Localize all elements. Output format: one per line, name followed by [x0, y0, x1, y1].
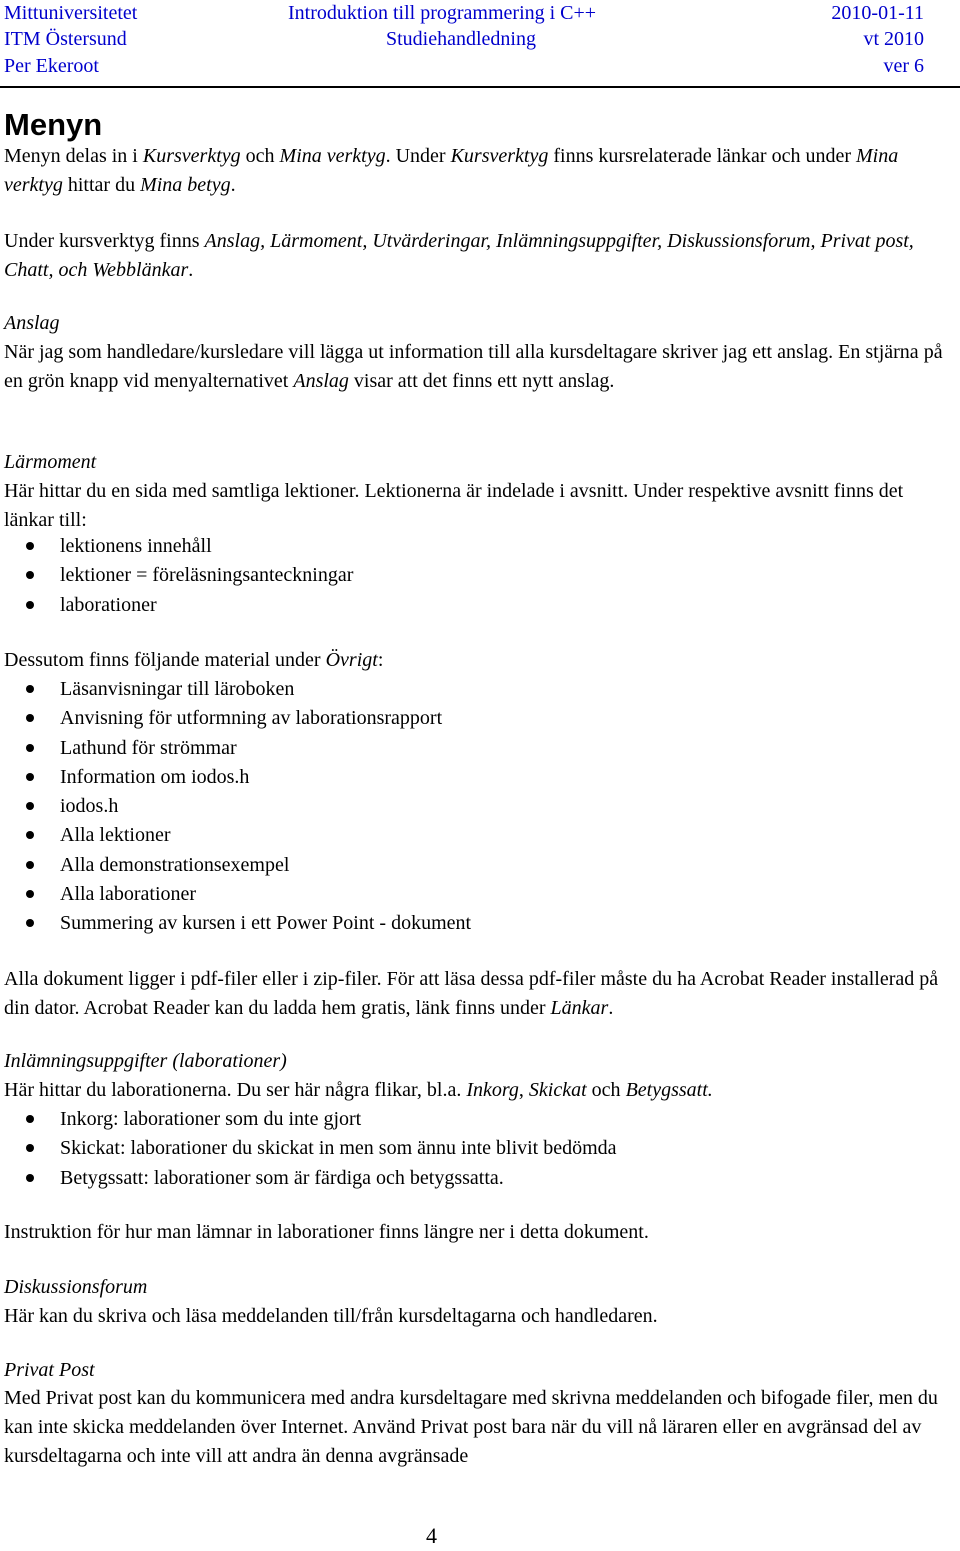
- bullet-icon: [26, 744, 34, 752]
- intro-emph: Kursverktyg: [450, 145, 549, 167]
- ovrigt-item: [0, 792, 471, 821]
- anslag-text: När jag som handledare/kursledare vill lägga ut information till alla kursdeltagare skriver jag ett anslag. En stjärna på en grön knapp vid menyalternativet: [4, 341, 943, 392]
- bullet-icon: [26, 542, 34, 550]
- documents-paragraph: [4, 965, 954, 1023]
- privat-paragraph: Med Privat post kan du kommunicera med andra kursdeltagare med skrivna meddelanden och bifogade filer, men du kan inte skicka meddelanden över Internet. Använd Privat post bara när du vill nå läraren eller en avgränsad del av kursdeltagarna och inte vill att andra än denna avgränsade: [4, 1387, 938, 1467]
- inlamning-heading: Inlämningsuppgifter (laborationer): [4, 1050, 287, 1072]
- bullet-icon: [26, 802, 34, 810]
- larmoment-item-label: lektioner = föreläsningsanteckningar: [60, 564, 354, 587]
- bullet-icon: [26, 919, 34, 927]
- bullet-icon: [26, 601, 34, 609]
- section-title: Menyn: [4, 107, 103, 142]
- inlamning-text: ,: [518, 1079, 529, 1101]
- intro-text: Menyn delas in i: [4, 145, 143, 167]
- documents-text: .: [608, 997, 614, 1019]
- ovrigt-emph: Övrigt: [325, 649, 378, 671]
- anslag-heading: Anslag: [4, 312, 60, 334]
- inlamning-instruction: Instruktion för hur man lämnar in laborationer finns längre ner i detta dokument.: [4, 1221, 649, 1243]
- ovrigt-item: [0, 763, 471, 792]
- bullet-icon: [26, 685, 34, 693]
- ovrigt-item-label: Läsanvisningar till läroboken: [60, 678, 295, 700]
- ovrigt-item: [0, 734, 471, 763]
- diskussion-paragraph: Här kan du skriva och läsa meddelanden till/från kursdeltagarna och handledaren.: [4, 1305, 658, 1327]
- ovrigt-list: [0, 675, 471, 939]
- ovrigt-text: :: [377, 649, 384, 671]
- page-number: 4: [426, 1523, 437, 1548]
- intro-text: och: [240, 145, 280, 167]
- bullet-icon: [26, 1144, 34, 1152]
- ovrigt-item-label: Information om iodos.h: [60, 765, 250, 788]
- inlamning-item-label: Skickat: laborationer du skickat in men som ännu inte blivit bedömda: [60, 1137, 617, 1160]
- bullet-icon: [26, 571, 34, 579]
- intro-paragraph-1: [4, 142, 954, 200]
- intro-text: hittar du: [62, 174, 141, 196]
- bullet-icon: [26, 773, 34, 781]
- bullet-icon: [26, 890, 34, 898]
- larmoment-list: [0, 532, 353, 620]
- larmoment-item-label: laborationer: [60, 593, 157, 616]
- header-row-2: [4, 26, 924, 54]
- header-divider: [0, 86, 960, 88]
- intro-emph: Anslag, Lärmoment, Utvärderingar, Inlämningsuppgifter, Diskussionsforum, Privat post, Chatt, och Webblänkar: [4, 230, 914, 281]
- intro-text: . Under: [385, 145, 451, 167]
- larmoment-paragraph: Här hittar du en sida med samtliga lektioner. Lektionerna är indelade i avsnitt. Under respektive avsnitt finns det länkar till:: [4, 480, 904, 531]
- larmoment-item: [0, 561, 353, 590]
- inlamning-item: [0, 1164, 617, 1193]
- larmoment-heading: Lärmoment: [4, 451, 97, 473]
- larmoment-item: [0, 532, 353, 561]
- header-author: Per Ekeroot: [4, 55, 99, 77]
- header-department: ITM Östersund: [4, 28, 127, 50]
- anslag-text: visar att det finns ett nytt anslag.: [348, 370, 615, 392]
- intro-text: finns kursrelaterade länkar och under: [548, 145, 857, 167]
- ovrigt-item-label: Alla laborationer: [60, 883, 197, 906]
- larmoment-item-label: lektionens innehåll: [60, 535, 212, 557]
- bullet-icon: [26, 831, 34, 839]
- intro-paragraph-2: [4, 227, 954, 285]
- intro-emph: Mina verktyg: [279, 145, 386, 167]
- ovrigt-item-label: Alla demonstrationsexempel: [60, 853, 290, 876]
- privat-heading: Privat Post: [4, 1359, 95, 1381]
- ovrigt-item: [0, 704, 471, 733]
- ovrigt-item-label: Summering av kursen i ett Power Point - dokument: [60, 912, 472, 935]
- ovrigt-item: [0, 851, 471, 880]
- inlamning-item: [0, 1105, 617, 1134]
- header-institution: Mittuniversitetet: [4, 2, 138, 24]
- inlamning-emph: Betygssatt.: [625, 1079, 713, 1101]
- intro-text: .: [230, 174, 236, 196]
- documents-emph: Länkar: [550, 997, 609, 1019]
- ovrigt-paragraph: [4, 646, 954, 675]
- inlamning-text: och: [586, 1079, 626, 1101]
- ovrigt-text: Dessutom finns följande material under: [4, 649, 326, 671]
- bullet-icon: [26, 1115, 34, 1123]
- inlamning-item: [0, 1134, 617, 1163]
- header-date: 2010-01-11: [831, 2, 924, 24]
- intro-emph: Mina verktyg: [4, 145, 899, 196]
- inlamning-list: [0, 1105, 617, 1193]
- diskussion-heading: Diskussionsforum: [4, 1276, 148, 1298]
- inlamning-item-label: Betygssatt: laborationer som är färdiga och betygssatta.: [60, 1166, 504, 1189]
- inlamning-paragraph: [4, 1076, 954, 1105]
- intro-text: .: [188, 259, 194, 281]
- ovrigt-item-label: Lathund för strömmar: [60, 736, 237, 759]
- ovrigt-item-label: Anvisning för utformning av laborationsrapport: [60, 707, 443, 730]
- intro-emph: Kursverktyg: [142, 145, 241, 167]
- header-course: Introduktion till programmering i C++: [288, 2, 597, 24]
- documents-text: Alla dokument ligger i pdf-filer eller i zip-filer. För att läsa dessa pdf-filer måste du ha Acrobat Reader installerad på din dator. Acrobat Reader kan du ladda hem gratis, länk finns under: [4, 968, 939, 1019]
- bullet-icon: [26, 861, 34, 869]
- header-term: vt 2010: [863, 28, 924, 50]
- inlamning-emph: Inkorg: [466, 1079, 519, 1101]
- bullet-icon: [26, 714, 34, 722]
- header-row-3: [4, 53, 924, 81]
- ovrigt-item: [0, 880, 471, 909]
- bullet-icon: [26, 1174, 34, 1182]
- anslag-paragraph: [4, 338, 954, 396]
- ovrigt-item: [0, 675, 471, 704]
- inlamning-text: Här hittar du laborationerna. Du ser här några flikar, bl.a.: [4, 1079, 467, 1101]
- ovrigt-item-label: Alla lektioner: [60, 824, 171, 847]
- ovrigt-item: [0, 821, 471, 850]
- header-version: ver 6: [883, 55, 924, 77]
- anslag-emph: Anslag: [293, 370, 349, 392]
- inlamning-emph: Skickat: [528, 1079, 587, 1101]
- header-doctype: Studiehandledning: [386, 28, 536, 50]
- intro-text: Under kursverktyg finns: [4, 230, 205, 252]
- header-row-1: [4, 0, 924, 28]
- intro-emph: Mina betyg: [140, 174, 231, 196]
- inlamning-item-label: Inkorg: laborationer som du inte gjort: [60, 1108, 362, 1130]
- ovrigt-item: [0, 909, 471, 938]
- ovrigt-item-label: iodos.h: [60, 795, 119, 818]
- larmoment-item: [0, 591, 353, 620]
